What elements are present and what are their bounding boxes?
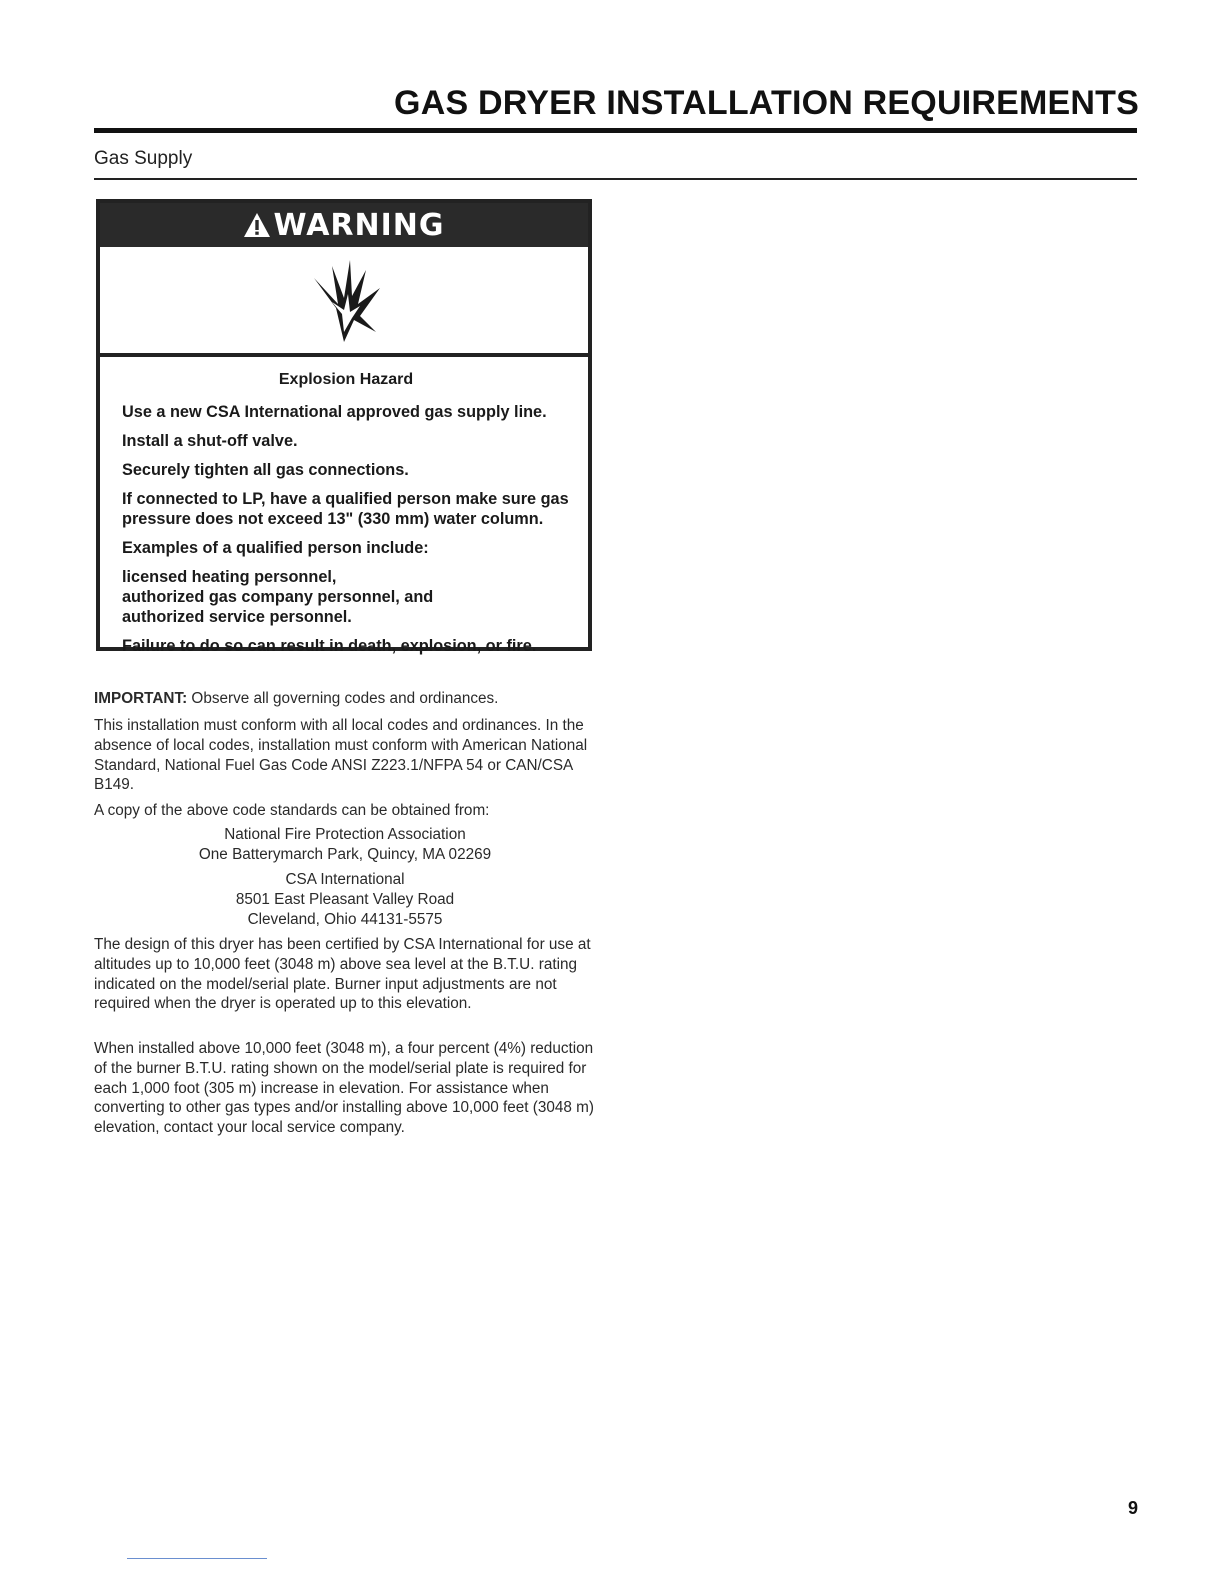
warning-line: Securely tighten all gas connections. xyxy=(122,461,409,479)
warning-line: Examples of a qualified person include: xyxy=(122,539,429,557)
warning-header xyxy=(100,203,588,247)
warning-line: Use a new CSA International approved gas supply line. xyxy=(122,403,547,421)
section-rule xyxy=(94,178,1137,180)
qualified-person-item: authorized gas company personnel, and xyxy=(122,588,434,606)
qualified-person-item: licensed heating personnel, xyxy=(122,568,337,586)
icon-panel xyxy=(100,247,588,357)
paragraph-above-elevation: When installed above 10,000 feet (3048 m), a four percent (4%) reduction of the burner B.T.U. rating shown on the model/serial plate is required for each 1,000 foot (305 m) increase in elevation. For assistance when converting to other gas types and/or installing above 10,000 feet (3048 m) elevation, contact your local service company. xyxy=(94,1040,595,1137)
warning-line: If connected to LP, have a qualified person make sure gas pressure does not exceed 13" (330 mm) water column. xyxy=(122,490,569,528)
warning-body xyxy=(100,357,588,656)
important-note xyxy=(94,689,614,709)
address-line: One Batterymarch Park, Quincy, MA 02269 xyxy=(198,846,492,863)
hazard-name: Explosion Hazard xyxy=(278,371,414,388)
important-label: IMPORTANT: xyxy=(94,690,188,707)
page-title: GAS DRYER INSTALLATION REQUIREMENTS xyxy=(394,84,1139,122)
warning-line: Install a shut-off valve. xyxy=(122,432,298,450)
address-csa xyxy=(94,870,596,930)
paragraph-design: The design of this dryer has been certified by CSA International for use at altitudes up to 10,000 feet (3048 m) above sea level at the B.T.U. rating indicated on the model/serial plate. Burner input adjustments are not required when the dryer is operated up to this elevation. xyxy=(94,936,591,1013)
page-number: 9 xyxy=(1127,1498,1138,1518)
address-line: CSA International xyxy=(285,871,405,888)
paragraph-copy: A copy of the above code standards can be obtained from: xyxy=(94,802,490,819)
warning-consequence: Failure to do so can result in death, explosion, or fire. xyxy=(122,637,537,655)
paragraph-conform: This installation must conform with all local codes and ordinances. In the absence of local codes, installation must conform with American National Standard, National Fuel Gas Code ANSI Z223.1/NFPA 54 or CAN/CSA B149. xyxy=(94,717,588,794)
address-nfpa xyxy=(94,825,596,865)
address-line: National Fire Protection Association xyxy=(224,826,466,843)
important-text: Observe all governing codes and ordinances. xyxy=(187,690,499,707)
address-line: 8501 East Pleasant Valley Road xyxy=(235,891,455,908)
explosion-icon xyxy=(304,258,384,342)
warning-label: WARNING xyxy=(273,207,445,243)
title-rule xyxy=(94,128,1137,133)
warning-box xyxy=(96,199,592,655)
qualified-person-list xyxy=(122,567,570,627)
section-title: Gas Supply xyxy=(94,148,193,169)
qualified-person-item: authorized service personnel. xyxy=(122,608,352,626)
warning-title xyxy=(243,208,444,243)
address-line: Cleveland, Ohio 44131-5575 xyxy=(247,911,443,928)
footer-rule xyxy=(127,1558,267,1559)
alert-triangle-icon xyxy=(243,212,271,238)
